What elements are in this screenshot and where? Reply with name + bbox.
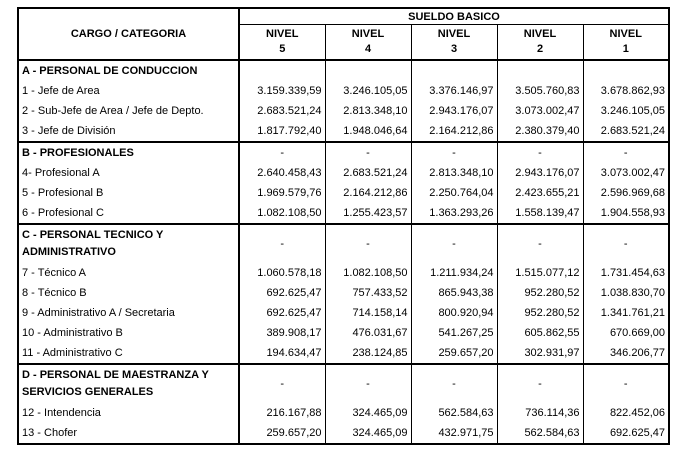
level-number: 5 (279, 43, 286, 55)
salary-value-cell: 2.683.521,24 (325, 163, 411, 183)
salary-value-cell: 1.341.761,21 (583, 303, 669, 323)
section-title-line: C - PERSONAL TECNICO Y (22, 229, 164, 241)
salary-value-cell: 476.031,67 (325, 323, 411, 343)
salary-value-cell: 3.246.105,05 (325, 81, 411, 101)
salary-value-cell: 2.164.212,86 (411, 121, 497, 142)
position-label: 13 - Chofer (18, 423, 239, 444)
empty-value-cell: - (239, 142, 325, 163)
position-row (18, 303, 669, 323)
salary-value-cell: 2.683.521,24 (583, 121, 669, 142)
salary-value-cell: 1.515.077,12 (497, 263, 583, 283)
section-title-line: ADMINISTRATIVO (22, 246, 116, 258)
empty-value-cell: - (325, 142, 411, 163)
salary-value-cell: 1.082.108,50 (239, 203, 325, 224)
level-number: 1 (622, 43, 629, 55)
salary-value-cell: 822.452,06 (583, 403, 669, 423)
empty-value-cell: - (583, 142, 669, 163)
empty-value-cell: - (411, 224, 497, 263)
level-title: NIVEL (351, 28, 385, 40)
section-title-line: B - PROFESIONALES (22, 146, 134, 159)
position-row (18, 343, 669, 364)
salary-value-cell: 2.250.764,04 (411, 183, 497, 203)
position-label: 11 - Administrativo C (18, 343, 239, 364)
position-row (18, 101, 669, 121)
salary-value-cell: 389.908,17 (239, 323, 325, 343)
salary-value-cell: 1.082.108,50 (325, 263, 411, 283)
position-label: 8 - Técnico B (18, 283, 239, 303)
salary-value-cell: 3.678.862,93 (583, 81, 669, 101)
section-title (18, 60, 239, 81)
position-row (18, 81, 669, 101)
salary-value-cell: 541.267,25 (411, 323, 497, 343)
position-row (18, 423, 669, 444)
salary-value-cell: 194.634,47 (239, 343, 325, 364)
empty-value-cell (325, 60, 411, 81)
empty-value-cell: - (411, 142, 497, 163)
salary-group-header: SUELDO BASICO (239, 8, 669, 25)
empty-value-cell: - (325, 364, 411, 403)
empty-value-cell (497, 60, 583, 81)
level-header-1 (583, 25, 669, 61)
salary-value-cell: 1.255.423,57 (325, 203, 411, 224)
salary-value-cell: 1.211.934,24 (411, 263, 497, 283)
salary-value-cell: 670.669,00 (583, 323, 669, 343)
empty-value-cell: - (497, 142, 583, 163)
salary-value-cell: 562.584,63 (411, 403, 497, 423)
salary-value-cell: 605.862,55 (497, 323, 583, 343)
section-title (18, 142, 239, 163)
level-header-5 (239, 25, 325, 61)
salary-value-cell: 2.640.458,43 (239, 163, 325, 183)
empty-value-cell (239, 60, 325, 81)
salary-value-cell: 714.158,14 (325, 303, 411, 323)
position-label: 2 - Sub-Jefe de Area / Jefe de Depto. (18, 101, 239, 121)
level-title: NIVEL (523, 28, 557, 40)
salary-value-cell: 952.280,52 (497, 283, 583, 303)
salary-table-body (18, 8, 669, 444)
salary-value-cell: 3.246.105,05 (583, 101, 669, 121)
salary-value-cell: 800.920,94 (411, 303, 497, 323)
section-title-line: A - PERSONAL DE CONDUCCION (22, 64, 198, 77)
section-header-row (18, 60, 669, 81)
salary-value-cell: 692.625,47 (583, 423, 669, 444)
empty-value-cell: - (583, 224, 669, 263)
level-header-4 (325, 25, 411, 61)
salary-value-cell: 324.465,09 (325, 423, 411, 444)
empty-value-cell: - (239, 364, 325, 403)
section-header-row (18, 224, 669, 263)
position-label: 9 - Administrativo A / Secretaria (18, 303, 239, 323)
salary-value-cell: 432.971,75 (411, 423, 497, 444)
level-title: NIVEL (609, 28, 642, 40)
level-number: 3 (450, 43, 458, 55)
salary-value-cell: 2.813.348,10 (325, 101, 411, 121)
salary-value-cell: 2.423.655,21 (497, 183, 583, 203)
salary-value-cell: 216.167,88 (239, 403, 325, 423)
level-number: 2 (536, 43, 544, 55)
empty-value-cell: - (583, 364, 669, 403)
empty-value-cell (411, 60, 497, 81)
position-row (18, 121, 669, 142)
salary-value-cell: 562.584,63 (497, 423, 583, 444)
section-title (18, 224, 239, 263)
salary-value-cell: 259.657,20 (411, 343, 497, 364)
empty-value-cell: - (497, 224, 583, 263)
salary-value-cell: 2.813.348,10 (411, 163, 497, 183)
salary-table (17, 7, 670, 445)
empty-value-cell: - (325, 224, 411, 263)
section-header-row (18, 364, 669, 403)
salary-value-cell: 1.817.792,40 (239, 121, 325, 142)
salary-value-cell: 3.073.002,47 (497, 101, 583, 121)
salary-value-cell: 736.114,36 (497, 403, 583, 423)
salary-value-cell: 1.731.454,63 (583, 263, 669, 283)
section-title (18, 364, 239, 403)
position-label: 3 - Jefe de División (18, 121, 239, 142)
position-label: 7 - Técnico A (18, 263, 239, 283)
salary-value-cell: 259.657,20 (239, 423, 325, 444)
salary-value-cell: 2.164.212,86 (325, 183, 411, 203)
salary-value-cell: 302.931,97 (497, 343, 583, 364)
position-row (18, 203, 669, 224)
position-label: 4- Profesional A (18, 163, 239, 183)
empty-value-cell: - (497, 364, 583, 403)
position-label: 6 - Profesional C (18, 203, 239, 224)
position-label: 1 - Jefe de Area (18, 81, 239, 101)
salary-value-cell: 3.073.002,47 (583, 163, 669, 183)
salary-value-cell: 1.904.558,93 (583, 203, 669, 224)
empty-value-cell: - (411, 364, 497, 403)
salary-value-cell: 1.038.830,70 (583, 283, 669, 303)
section-header-row (18, 142, 669, 163)
salary-value-cell: 2.943.176,07 (411, 101, 497, 121)
salary-value-cell: 2.683.521,24 (239, 101, 325, 121)
salary-value-cell: 3.505.760,83 (497, 81, 583, 101)
position-row (18, 403, 669, 423)
empty-value-cell (583, 60, 669, 81)
empty-value-cell: - (239, 224, 325, 263)
salary-value-cell: 692.625,47 (239, 283, 325, 303)
salary-value-cell: 324.465,09 (325, 403, 411, 423)
section-title-line: D - PERSONAL DE MAESTRANZA Y (22, 369, 209, 381)
position-label: 5 - Profesional B (18, 183, 239, 203)
salary-value-cell: 757.433,52 (325, 283, 411, 303)
position-row (18, 183, 669, 203)
salary-value-cell: 2.596.969,68 (583, 183, 669, 203)
salary-value-cell: 2.380.379,40 (497, 121, 583, 142)
salary-value-cell: 1.060.578,18 (239, 263, 325, 283)
salary-value-cell: 1.363.293,26 (411, 203, 497, 224)
level-title: NIVEL (266, 28, 299, 40)
category-column-header: CARGO / CATEGORIA (18, 8, 239, 60)
salary-value-cell: 692.625,47 (239, 303, 325, 323)
salary-value-cell: 238.124,85 (325, 343, 411, 364)
level-title: NIVEL (437, 28, 471, 40)
salary-value-cell: 2.943.176,07 (497, 163, 583, 183)
position-label: 10 - Administrativo B (18, 323, 239, 343)
level-header-2 (497, 25, 583, 61)
salary-value-cell: 3.376.146,97 (411, 81, 497, 101)
position-row (18, 163, 669, 183)
salary-value-cell: 346.206,77 (583, 343, 669, 364)
salary-value-cell: 1.948.046,64 (325, 121, 411, 142)
section-title-line: SERVICIOS GENERALES (22, 386, 154, 398)
salary-value-cell: 1.558.139,47 (497, 203, 583, 224)
level-number: 4 (364, 43, 372, 55)
position-row (18, 323, 669, 343)
position-row (18, 263, 669, 283)
position-label: 12 - Intendencia (18, 403, 239, 423)
salary-value-cell: 952.280,52 (497, 303, 583, 323)
salary-value-cell: 1.969.579,76 (239, 183, 325, 203)
salary-value-cell: 865.943,38 (411, 283, 497, 303)
header-row-top (18, 8, 669, 25)
salary-value-cell: 3.159.339,59 (239, 81, 325, 101)
position-row (18, 283, 669, 303)
level-header-3 (411, 25, 497, 61)
